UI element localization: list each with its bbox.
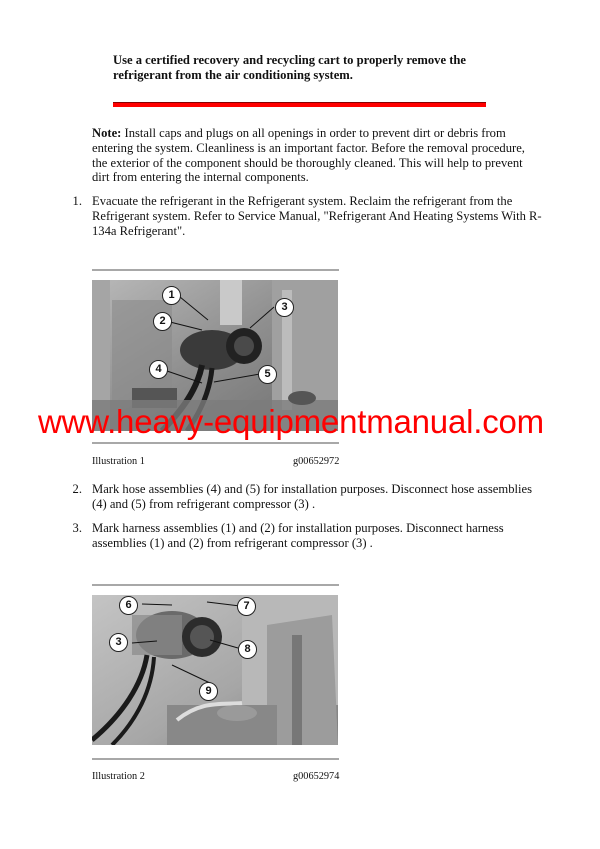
compressor-photo-2	[92, 595, 338, 745]
callout-5: 5	[258, 365, 277, 384]
illustration-2-image	[92, 595, 338, 745]
note-paragraph	[92, 126, 542, 185]
callout-3: 3	[275, 298, 294, 317]
warning-divider-bar	[113, 102, 486, 107]
callout-9: 9	[199, 682, 218, 701]
figure-caption: Illustration 1	[92, 456, 145, 467]
figure-bottom-rule	[92, 442, 339, 444]
callout-7: 7	[237, 597, 256, 616]
callout-6: 6	[119, 596, 138, 615]
figure-top-rule	[92, 269, 339, 271]
step-text: Mark harness assemblies (1) and (2) for installation purposes. Disconnect harness assemblies (1) and (2) from refrigerant compressor (3) .	[92, 521, 504, 550]
figure-caption: Illustration 2	[92, 771, 145, 782]
figure-id: g00652974	[293, 771, 340, 782]
note-label: Note:	[92, 126, 122, 140]
step-number: 3.	[72, 521, 82, 535]
callout-1: 1	[162, 286, 181, 305]
callout-4: 4	[149, 360, 168, 379]
watermark-text: www.heavy-equipmentmanual.com	[38, 403, 544, 440]
figure-top-rule	[92, 584, 339, 586]
callout-3: 3	[109, 633, 128, 652]
warning-text: Use a certified recovery and recycling cart to properly remove the refrigerant from the air conditioning system.	[113, 53, 466, 82]
step-text: Mark hose assemblies (4) and (5) for installation purposes. Disconnect hose assemblies (4) and (5) from refrigerant compressor (3) .	[92, 482, 532, 511]
callout-2: 2	[153, 312, 172, 331]
figure-id: g00652972	[293, 456, 340, 467]
step-number: 1.	[72, 194, 82, 208]
callout-8: 8	[238, 640, 257, 659]
step-number: 2.	[72, 482, 82, 496]
note-text: Install caps and plugs on all openings in order to prevent dirt or debris from entering the system. Cleanliness is an important factor. Before the removal procedure, the exterior of the component should be thoroughly cleaned. This will help to prevent dirt from entering the internal components.	[92, 126, 525, 185]
step-text: Evacuate the refrigerant in the Refrigerant system. Reclaim the refrigerant from the Refrigerant system. Refer to Service Manual, "Refrigerant And Heating Systems With R-134a Refrigerant".	[92, 194, 542, 238]
figure-bottom-rule	[92, 758, 339, 760]
